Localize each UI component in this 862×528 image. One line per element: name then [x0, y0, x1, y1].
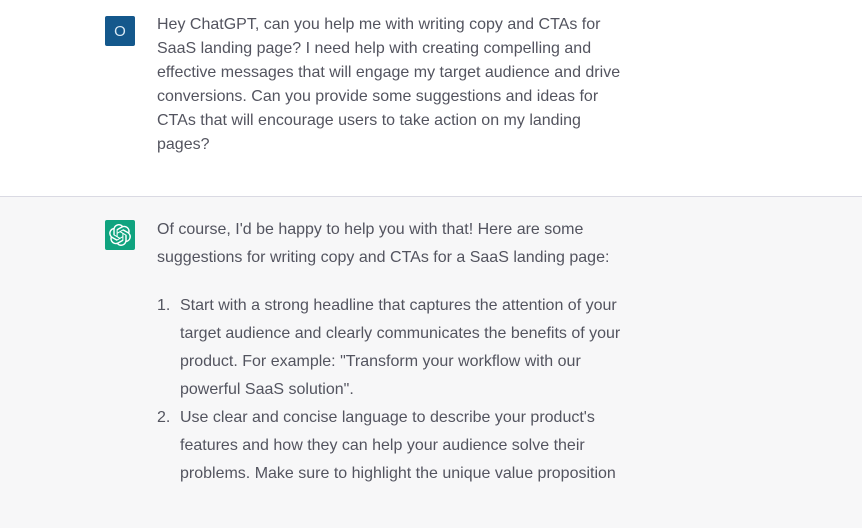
- list-item: [157, 404, 629, 488]
- assistant-message-row: [0, 197, 862, 488]
- openai-logo-icon: [109, 224, 131, 246]
- user-message-text: Hey ChatGPT, can you help me with writing copy and CTAs for SaaS landing page? I need help with creating compelling and effective messages that will engage my target audience and drive conversions. Can you provide some suggestions and ideas for CTAs that will encourage users to take action on my landing pages?: [157, 16, 621, 153]
- user-message: [0, 0, 862, 197]
- user-message-row: [0, 0, 862, 157]
- assistant-avatar: [105, 220, 135, 250]
- list-item-number: 1.: [157, 297, 171, 314]
- list-item-text: Use clear and concise language to describe your product's features and how they can help your audience solve their problems. Make sure to highlight the unique value proposition: [180, 409, 616, 482]
- suggestions-list: [157, 292, 629, 488]
- list-item-text: Start with a strong headline that captures the attention of your target audience and clearly communicates the benefits of your product. For example: "Transform your workflow with our powerful SaaS solution".: [180, 297, 621, 398]
- assistant-message-body: [157, 216, 629, 488]
- list-item-number: 2.: [157, 409, 171, 426]
- assistant-message: [0, 197, 862, 528]
- list-item: [157, 292, 629, 404]
- assistant-intro-text: Of course, I'd be happy to help you with that! Here are some suggestions for writing copy and CTAs for a SaaS landing page:: [157, 221, 610, 266]
- user-avatar: [105, 16, 135, 46]
- user-avatar-initial: O: [114, 22, 126, 40]
